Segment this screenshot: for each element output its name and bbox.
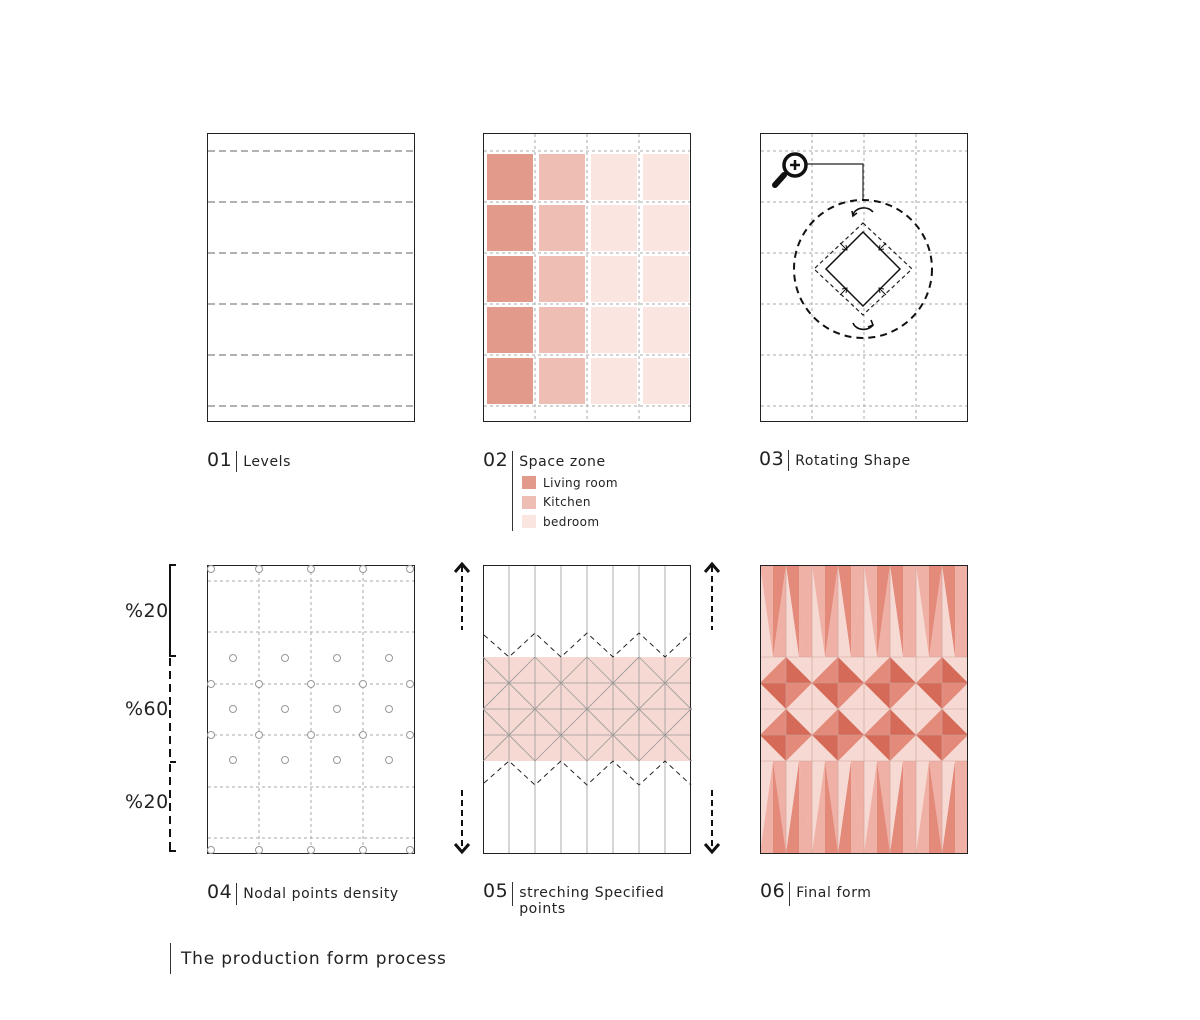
zone-cell xyxy=(487,154,533,200)
legend-label: bedroom xyxy=(543,514,600,529)
node-point xyxy=(334,655,341,662)
zone-cell xyxy=(539,358,585,404)
caption-divider xyxy=(789,882,790,906)
caption-divider xyxy=(512,451,513,531)
zone-cell xyxy=(539,307,585,353)
node-point xyxy=(308,681,315,688)
node-point xyxy=(386,706,393,713)
node-point xyxy=(407,847,414,854)
panel-rotating-shape xyxy=(760,133,969,423)
legend-swatch xyxy=(522,476,536,489)
node-point xyxy=(256,732,263,739)
panel-final-form xyxy=(760,565,969,855)
legend-item xyxy=(522,493,618,513)
node-point xyxy=(308,732,315,739)
title-divider xyxy=(170,943,171,974)
zone-cell xyxy=(591,256,637,302)
legend-swatch xyxy=(522,496,536,509)
caption-divider xyxy=(788,450,789,471)
node-point xyxy=(230,757,237,764)
step-label: Final form xyxy=(796,885,872,901)
zone-cell xyxy=(591,154,637,200)
diagram-title xyxy=(170,943,447,974)
zone-cell xyxy=(487,205,533,251)
zone-cell xyxy=(487,358,533,404)
zone-cell xyxy=(487,307,533,353)
step-caption xyxy=(207,881,399,905)
density-label: %60 xyxy=(125,698,169,720)
step-label: Nodal points density xyxy=(243,886,399,902)
node-point xyxy=(407,732,414,739)
node-point xyxy=(308,566,315,573)
space-zone-legend xyxy=(522,473,618,532)
node-point xyxy=(407,566,414,573)
node-point xyxy=(230,706,237,713)
node-point xyxy=(386,655,393,662)
legend-swatch xyxy=(522,515,536,528)
legend-item xyxy=(522,512,618,532)
zone-cell xyxy=(643,205,689,251)
zone-cell xyxy=(487,256,533,302)
node-point xyxy=(360,681,367,688)
zone-cell xyxy=(643,154,689,200)
node-point xyxy=(407,681,414,688)
node-point xyxy=(256,847,263,854)
node-point xyxy=(308,847,315,854)
double-arrow-icon xyxy=(450,558,474,860)
step-label: streching Specified points xyxy=(519,885,665,917)
step-label: Space zone xyxy=(519,454,606,470)
caption-divider xyxy=(236,883,237,905)
node-point xyxy=(360,847,367,854)
zone-cell xyxy=(591,205,637,251)
legend-label: Living room xyxy=(543,475,618,490)
step-number: 06 xyxy=(760,880,786,902)
node-point xyxy=(334,757,341,764)
node-point xyxy=(208,681,215,688)
step-caption xyxy=(760,880,872,906)
node-point xyxy=(360,566,367,573)
step-number: 05 xyxy=(483,880,509,902)
step-number: 04 xyxy=(207,881,233,903)
node-point xyxy=(334,706,341,713)
step-caption xyxy=(207,449,291,472)
zone-cell xyxy=(539,256,585,302)
node-point xyxy=(386,757,393,764)
node-point xyxy=(230,655,237,662)
legend-label: Kitchen xyxy=(543,495,591,510)
node-point xyxy=(256,681,263,688)
density-label: %20 xyxy=(125,791,169,813)
node-point xyxy=(208,847,215,854)
step-number: 02 xyxy=(483,449,509,471)
legend-item xyxy=(522,473,618,493)
caption-divider xyxy=(512,882,513,906)
zone-cell xyxy=(539,154,585,200)
node-point xyxy=(208,732,215,739)
node-point xyxy=(282,757,289,764)
step-caption xyxy=(483,880,679,917)
diagram-title-text: The production form process xyxy=(181,948,447,969)
node-point xyxy=(282,655,289,662)
step-caption xyxy=(759,448,911,471)
panel-nodal-points xyxy=(207,565,416,855)
panel-space-zone xyxy=(483,133,692,423)
zone-cell xyxy=(643,307,689,353)
node-point xyxy=(256,566,263,573)
panel-levels xyxy=(207,133,416,423)
zone-cell xyxy=(591,307,637,353)
density-label: %20 xyxy=(125,600,169,622)
step-number: 03 xyxy=(759,448,785,470)
zone-cell xyxy=(539,205,585,251)
node-point xyxy=(360,732,367,739)
zone-cell xyxy=(643,358,689,404)
step-number: 01 xyxy=(207,449,233,471)
caption-divider xyxy=(236,451,237,472)
double-arrow-icon xyxy=(700,558,724,860)
zone-cell xyxy=(591,358,637,404)
step-label: Rotating Shape xyxy=(795,453,911,469)
step-label: Levels xyxy=(243,454,292,470)
node-point xyxy=(282,706,289,713)
zone-cell xyxy=(643,256,689,302)
node-point xyxy=(208,566,215,573)
panel-stretching xyxy=(483,565,692,855)
